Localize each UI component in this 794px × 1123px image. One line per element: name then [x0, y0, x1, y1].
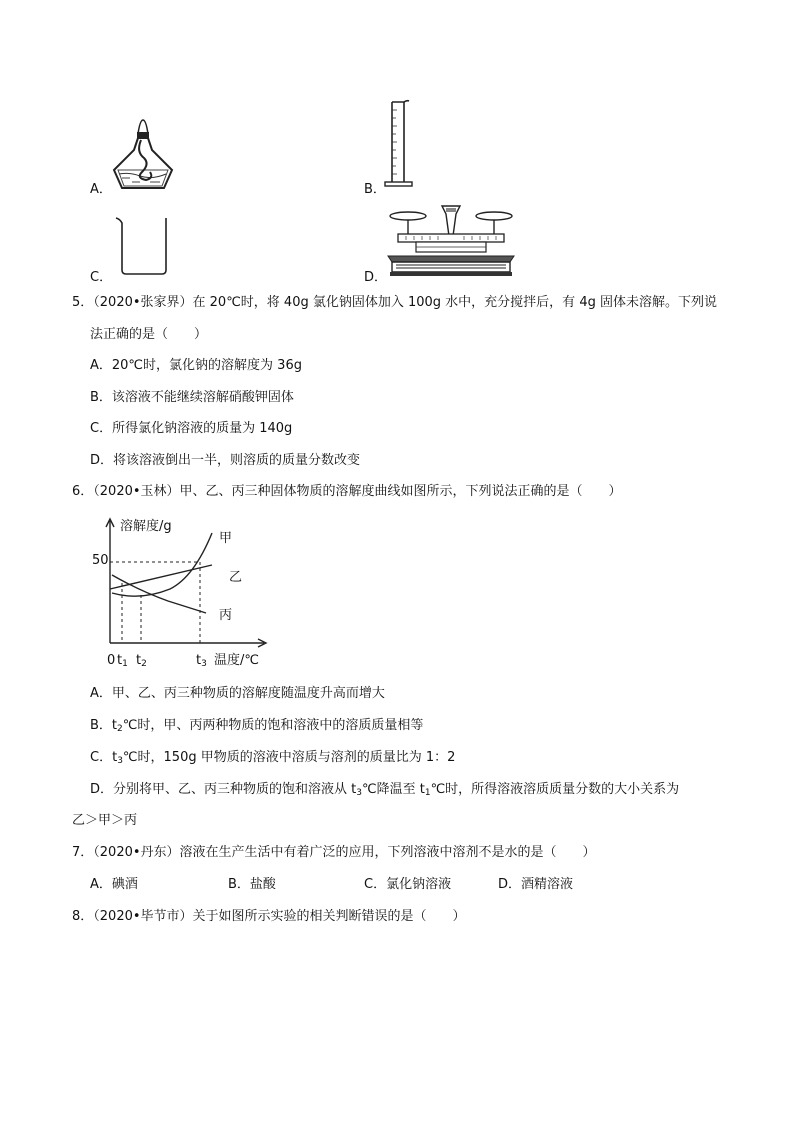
- chart-y-label: 溶解度/g: [120, 519, 172, 534]
- legend-bing: 丙: [219, 608, 233, 623]
- series-yi-curve: [110, 565, 212, 589]
- question-5-option-a: A．20℃时，氯化钠的溶解度为 36g: [90, 358, 302, 373]
- question-5-option-b: B．该溶液不能继续溶解硝酸钾固体: [90, 390, 294, 405]
- option-b-label: B．: [364, 182, 386, 197]
- question-6-option-a: A．甲、乙、丙三种物质的溶解度随温度升高而增大: [90, 686, 385, 701]
- chart-x-tick-t2: $t_2$: [136, 653, 147, 669]
- graduated-cylinder-icon: [384, 98, 414, 190]
- beaker-icon: [112, 214, 172, 278]
- question-6-stem: 6．（2020•玉林）甲、乙、丙三种固体物质的溶解度曲线如图所示，下列说法正确的是（ ）: [72, 484, 622, 499]
- question-6-option-d: D．分别将甲、乙、丙三种物质的饱和溶液从 $t_3℃$降温至 $t_1℃$时，所得溶液溶质质量分数的大小关系为: [90, 782, 680, 798]
- legend-yi: 乙: [229, 570, 243, 585]
- option-d-label: D．: [364, 270, 388, 285]
- series-jia-curve: [112, 533, 212, 596]
- option-a-label: A．: [90, 182, 112, 197]
- question-5-stem-line1: 5．（2020•张家界）在 20℃时，将 40g 氯化钠固体加入 100g 水中，充分搅拌后，有 4g 固体未溶解。下列说: [72, 295, 717, 310]
- question-6-option-c: C．$t_3℃$时，150g 甲物质的溶液中溶质与溶剂的质量比为 1：2: [90, 750, 456, 766]
- chart-x-label: 温度/℃: [214, 653, 259, 668]
- option-c-label: C．: [90, 270, 113, 285]
- question-7-option-b: B．盐酸: [228, 877, 276, 892]
- legend-jia: 甲: [219, 531, 233, 546]
- question-7-option-a: A．碘酒: [90, 877, 138, 892]
- question-6-option-b: B．$t_2℃$时，甲、丙两种物质的饱和溶液中的溶质质量相等: [90, 718, 424, 734]
- question-6-option-d-line2: 乙＞甲＞丙: [72, 813, 138, 828]
- chart-x-tick-t3: $t_3$: [196, 653, 207, 669]
- alcohol-lamp-icon: [110, 112, 176, 190]
- chart-x-tick-t1: $t_1$: [117, 653, 128, 669]
- question-7-stem: 7．（2020•丹东）溶液在生产生活中有着广泛的应用，下列溶液中溶剂不是水的是（ ）: [72, 845, 596, 860]
- solubility-chart-axes: [100, 515, 280, 675]
- balance-scale-icon: [386, 202, 516, 280]
- question-5-option-d: D．将该溶液倒出一半，则溶质的质量分数改变: [90, 453, 361, 468]
- question-8-stem: 8．（2020•毕节市）关于如图所示实验的相关判断错误的是（ ）: [72, 909, 466, 924]
- question-5-stem-line2: 法正确的是（ ）: [90, 327, 208, 342]
- dashed-guides: [110, 562, 200, 643]
- chart-y-tick-50: 50: [92, 553, 109, 568]
- chart-origin: 0: [107, 653, 116, 668]
- question-5-option-c: C．所得氯化钠溶液的质量为 140g: [90, 421, 293, 436]
- question-7-option-c: C．氯化钠溶液: [364, 877, 452, 892]
- question-7-option-d: D．酒精溶液: [498, 877, 574, 892]
- series-bing-curve: [112, 575, 206, 613]
